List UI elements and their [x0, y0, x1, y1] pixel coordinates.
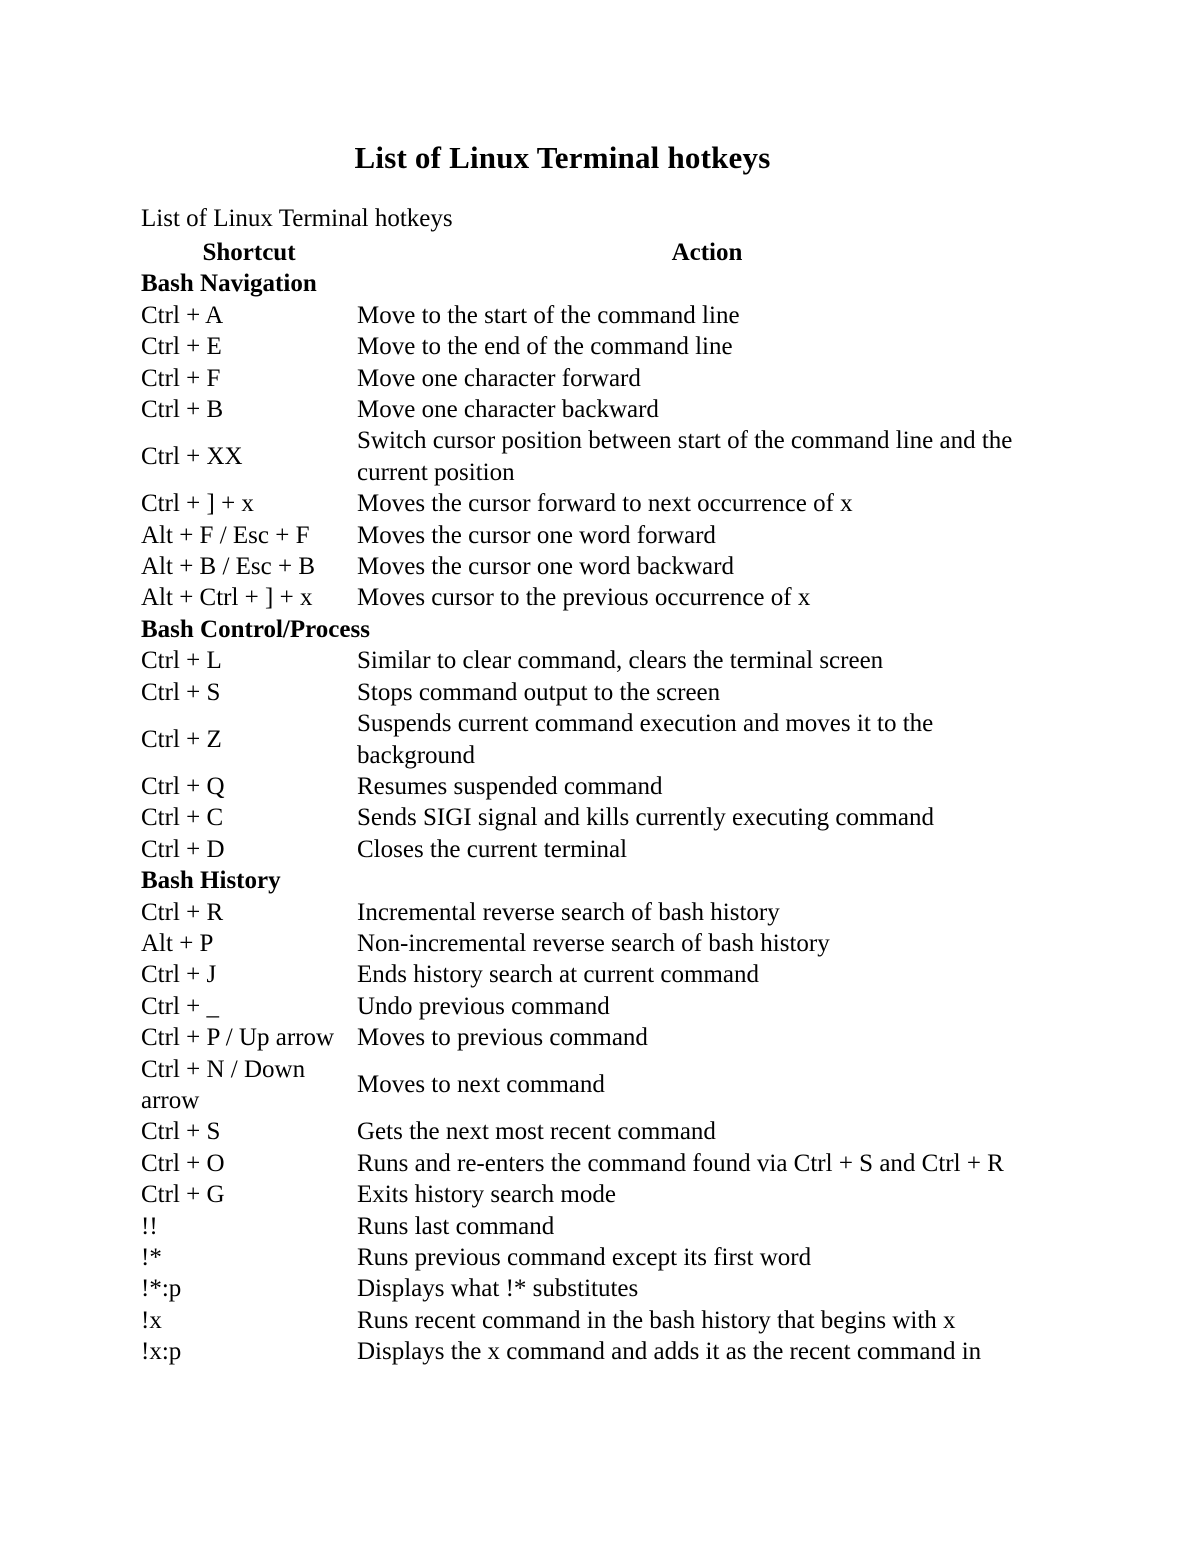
table-header-row	[141, 237, 1057, 268]
action-cell: Moves to next command	[357, 1071, 605, 1099]
shortcut-cell: Ctrl + E	[141, 333, 222, 361]
action-cell: Moves cursor to the previous occurrence of x	[357, 584, 811, 612]
shortcut-cell: Ctrl + C	[141, 804, 224, 832]
shortcut-cell: Ctrl + P / Up arrow	[141, 1024, 335, 1052]
action-cell: Move to the start of the command line	[357, 301, 740, 329]
action-cell: Move to the end of the command line	[357, 333, 733, 361]
action-cell: Runs previous command except its first word	[357, 1244, 812, 1271]
action-cell: Gets the next most recent command	[357, 1118, 716, 1146]
table-row	[141, 1305, 1057, 1336]
shortcut-cell: Alt + F / Esc + F	[141, 521, 310, 549]
hotkeys-table	[141, 237, 1057, 1368]
column-header-shortcut: Shortcut	[202, 239, 296, 266]
shortcut-cell: !*	[141, 1244, 162, 1271]
page-title: List of Linux Terminal hotkeys	[354, 140, 771, 175]
table-row	[141, 1116, 1057, 1147]
shortcut-cell: Ctrl + A	[141, 301, 224, 329]
shortcut-cell: Ctrl + B	[141, 396, 224, 424]
table-row	[141, 1022, 1057, 1053]
action-cell: Move one character backward	[357, 396, 659, 424]
table-row	[141, 1054, 1057, 1117]
action-cell: Undo previous command	[357, 992, 610, 1020]
table-row	[141, 897, 1057, 928]
action-cell: Moves to previous command	[357, 1024, 648, 1052]
column-header-action: Action	[671, 239, 743, 266]
shortcut-cell: Ctrl + J	[141, 961, 217, 989]
action-cell: Runs recent command in the bash history that begins with x	[357, 1306, 956, 1334]
table-row	[141, 488, 1057, 519]
shortcut-cell: Alt + P	[141, 929, 214, 957]
action-cell: Displays what !* substitutes	[357, 1275, 639, 1303]
section-header-row	[141, 865, 1057, 896]
hotkeys-table-body	[141, 268, 1057, 1367]
shortcut-cell: Ctrl + _	[141, 992, 219, 1020]
shortcut-cell: Ctrl + Z	[141, 725, 222, 753]
table-row	[141, 425, 1057, 488]
shortcut-cell: Ctrl + O	[141, 1149, 225, 1177]
shortcut-cell: Ctrl + ] + x	[141, 490, 254, 518]
shortcut-cell: Ctrl + S	[141, 678, 221, 706]
table-row	[141, 677, 1057, 708]
table-row	[141, 1242, 1057, 1273]
page-subtitle: List of Linux Terminal hotkeys	[141, 205, 453, 232]
table-row	[141, 1336, 1057, 1367]
shortcut-cell: Ctrl + G	[141, 1181, 225, 1209]
table-row	[141, 645, 1057, 676]
shortcut-cell: Ctrl + L	[141, 647, 222, 675]
section-heading: Bash Navigation	[141, 270, 317, 298]
table-row	[141, 708, 1057, 771]
table-row	[141, 834, 1057, 865]
table-row	[141, 394, 1057, 425]
table-row	[141, 300, 1057, 331]
shortcut-cell: !!	[141, 1212, 158, 1240]
shortcut-cell: Alt + B / Esc + B	[141, 553, 316, 581]
shortcut-cell: !x	[141, 1306, 162, 1334]
action-cell: Moves the cursor one word backward	[357, 553, 734, 581]
shortcut-cell: Ctrl + S	[141, 1118, 221, 1146]
table-row	[141, 331, 1057, 362]
table-row	[141, 520, 1057, 551]
section-header-row	[141, 614, 1057, 645]
action-cell: Moves the cursor one word forward	[357, 521, 716, 549]
shortcut-cell: Ctrl + XX	[141, 443, 243, 471]
action-cell: Switch cursor position between start of the command line and the current position	[357, 427, 1013, 486]
action-cell: Runs last command	[357, 1212, 555, 1240]
shortcut-cell: Ctrl + D	[141, 835, 225, 863]
table-row	[141, 802, 1057, 833]
table-row	[141, 363, 1057, 394]
table-row	[141, 551, 1057, 582]
table-row	[141, 991, 1057, 1022]
shortcut-cell: Ctrl + N / Down arrow	[141, 1055, 306, 1114]
action-cell: Incremental reverse search of bash history	[357, 898, 780, 926]
table-row	[141, 959, 1057, 990]
action-cell: Suspends current command execution and moves it to the background	[357, 710, 934, 769]
shortcut-cell: Ctrl + F	[141, 364, 221, 392]
action-cell: Sends SIGI signal and kills currently executing command	[357, 804, 934, 832]
action-cell: Closes the current terminal	[357, 835, 628, 863]
shortcut-cell: Ctrl + Q	[141, 772, 225, 800]
action-cell: Non-incremental reverse search of bash history	[357, 929, 830, 957]
section-header-row	[141, 268, 1057, 299]
action-cell: Moves the cursor forward to next occurrence of x	[357, 490, 853, 518]
section-heading: Bash History	[141, 867, 281, 895]
action-cell: Stops command output to the screen	[357, 678, 721, 706]
table-row	[141, 1211, 1057, 1242]
table-row	[141, 1148, 1057, 1179]
action-cell: Exits history search mode	[357, 1181, 616, 1209]
shortcut-cell: Alt + Ctrl + ] + x	[141, 584, 313, 612]
table-row	[141, 582, 1057, 613]
shortcut-cell: !x:p	[141, 1338, 182, 1366]
action-cell: Displays the x command and adds it as the recent command in	[357, 1338, 982, 1366]
shortcut-cell: Ctrl + R	[141, 898, 224, 926]
section-heading: Bash Control/Process	[141, 615, 370, 643]
table-row	[141, 1179, 1057, 1210]
table-row	[141, 771, 1057, 802]
shortcut-cell: !*:p	[141, 1275, 182, 1303]
action-cell: Ends history search at current command	[357, 961, 759, 989]
action-cell: Runs and re-enters the command found via Ctrl + S and Ctrl + R	[357, 1149, 1004, 1177]
table-row	[141, 928, 1057, 959]
action-cell: Similar to clear command, clears the terminal screen	[357, 647, 884, 675]
action-cell: Move one character forward	[357, 364, 641, 392]
action-cell: Resumes suspended command	[357, 772, 663, 800]
table-row	[141, 1273, 1057, 1304]
